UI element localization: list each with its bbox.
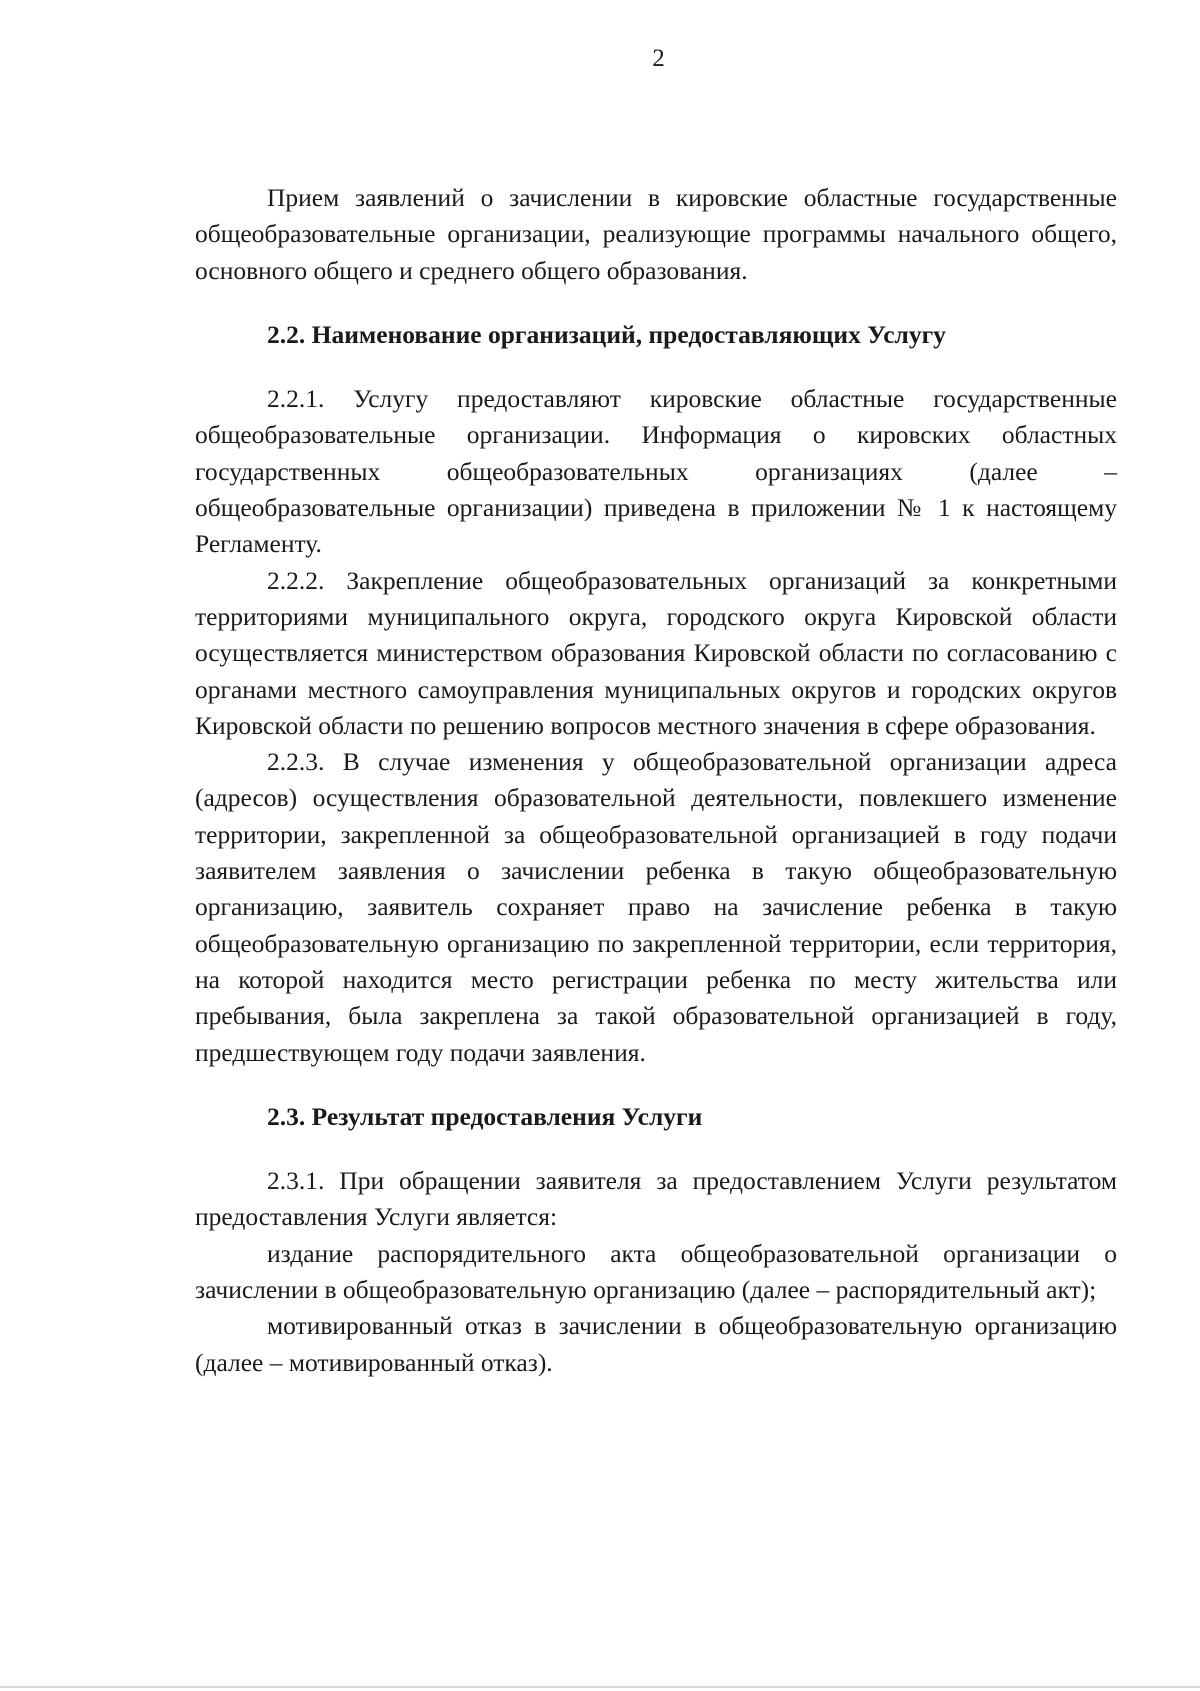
scan-edge-line <box>0 1686 1200 1688</box>
page-number: 2 <box>652 45 665 72</box>
paragraph-2-2-3: 2.2.3. В случае изменения у общеобразовательной организации адреса (адресов) осуществления образовательной деятельности, повлекшего изменение территории, закрепленной за общеобразовательной организацией в году подачи заявителем заявления о зачислении ребенка в такую общеобразовательную организацию, заявитель сохраняет право на зачисление ребенка в такую общеобразовательную организацию по закрепленной территории, если территория, на которой находится место регистрации ребенка по месту жительства или пребывания, была закреплена за такой образовательной организацией в году, предшествующем году подачи заявления. <box>195 747 1117 1067</box>
spacer <box>195 289 1117 317</box>
spacer <box>195 1135 1117 1163</box>
paragraph-result-act: издание распорядительного акта общеобразовательной организации о зачислении в общеобразовательную организацию (далее – распорядительный акт); <box>195 1238 1117 1305</box>
spacer <box>195 353 1117 381</box>
section-heading-2-2: 2.2. Наименование организаций, предоставляющих Услугу <box>267 319 946 349</box>
document-body <box>195 180 1117 1381</box>
spacer <box>195 1071 1117 1099</box>
paragraph-2-2-2: 2.2.2. Закрепление общеобразовательных организаций за конкретными территориями муниципального округа, городского округа Кировской области осуществляется министерством образования Кировской области по согласованию с органами местного самоуправления муниципальных округов и городских округов Кировской области по решению вопросов местного значения в сфере образования. <box>195 565 1117 740</box>
paragraph-2-3-1: 2.3.1. При обращении заявителя за предоставлением Услуги результатом предоставления Услуги является: <box>195 1166 1117 1232</box>
section-heading-2-3: 2.3. Результат предоставления Услуги <box>267 1101 703 1131</box>
paragraph-2-2-1: 2.2.1. Услугу предоставляют кировские областные государственные общеобразовательные организации. Информация о кировских областных государственных общеобразовательных организациях (далее – общеобразовательные организации) приведена в приложении № 1 к настоящему Регламенту. <box>195 384 1117 559</box>
paragraph-service-name: Прием заявлений о зачислении в кировские областные государственные общеобразовательные организации, реализующие программы начального общего, основного общего и среднего общего образования. <box>195 183 1117 285</box>
paragraph-result-refusal: мотивированный отказ в зачислении в общеобразовательную организацию (далее – мотивированный отказ). <box>195 1311 1117 1377</box>
